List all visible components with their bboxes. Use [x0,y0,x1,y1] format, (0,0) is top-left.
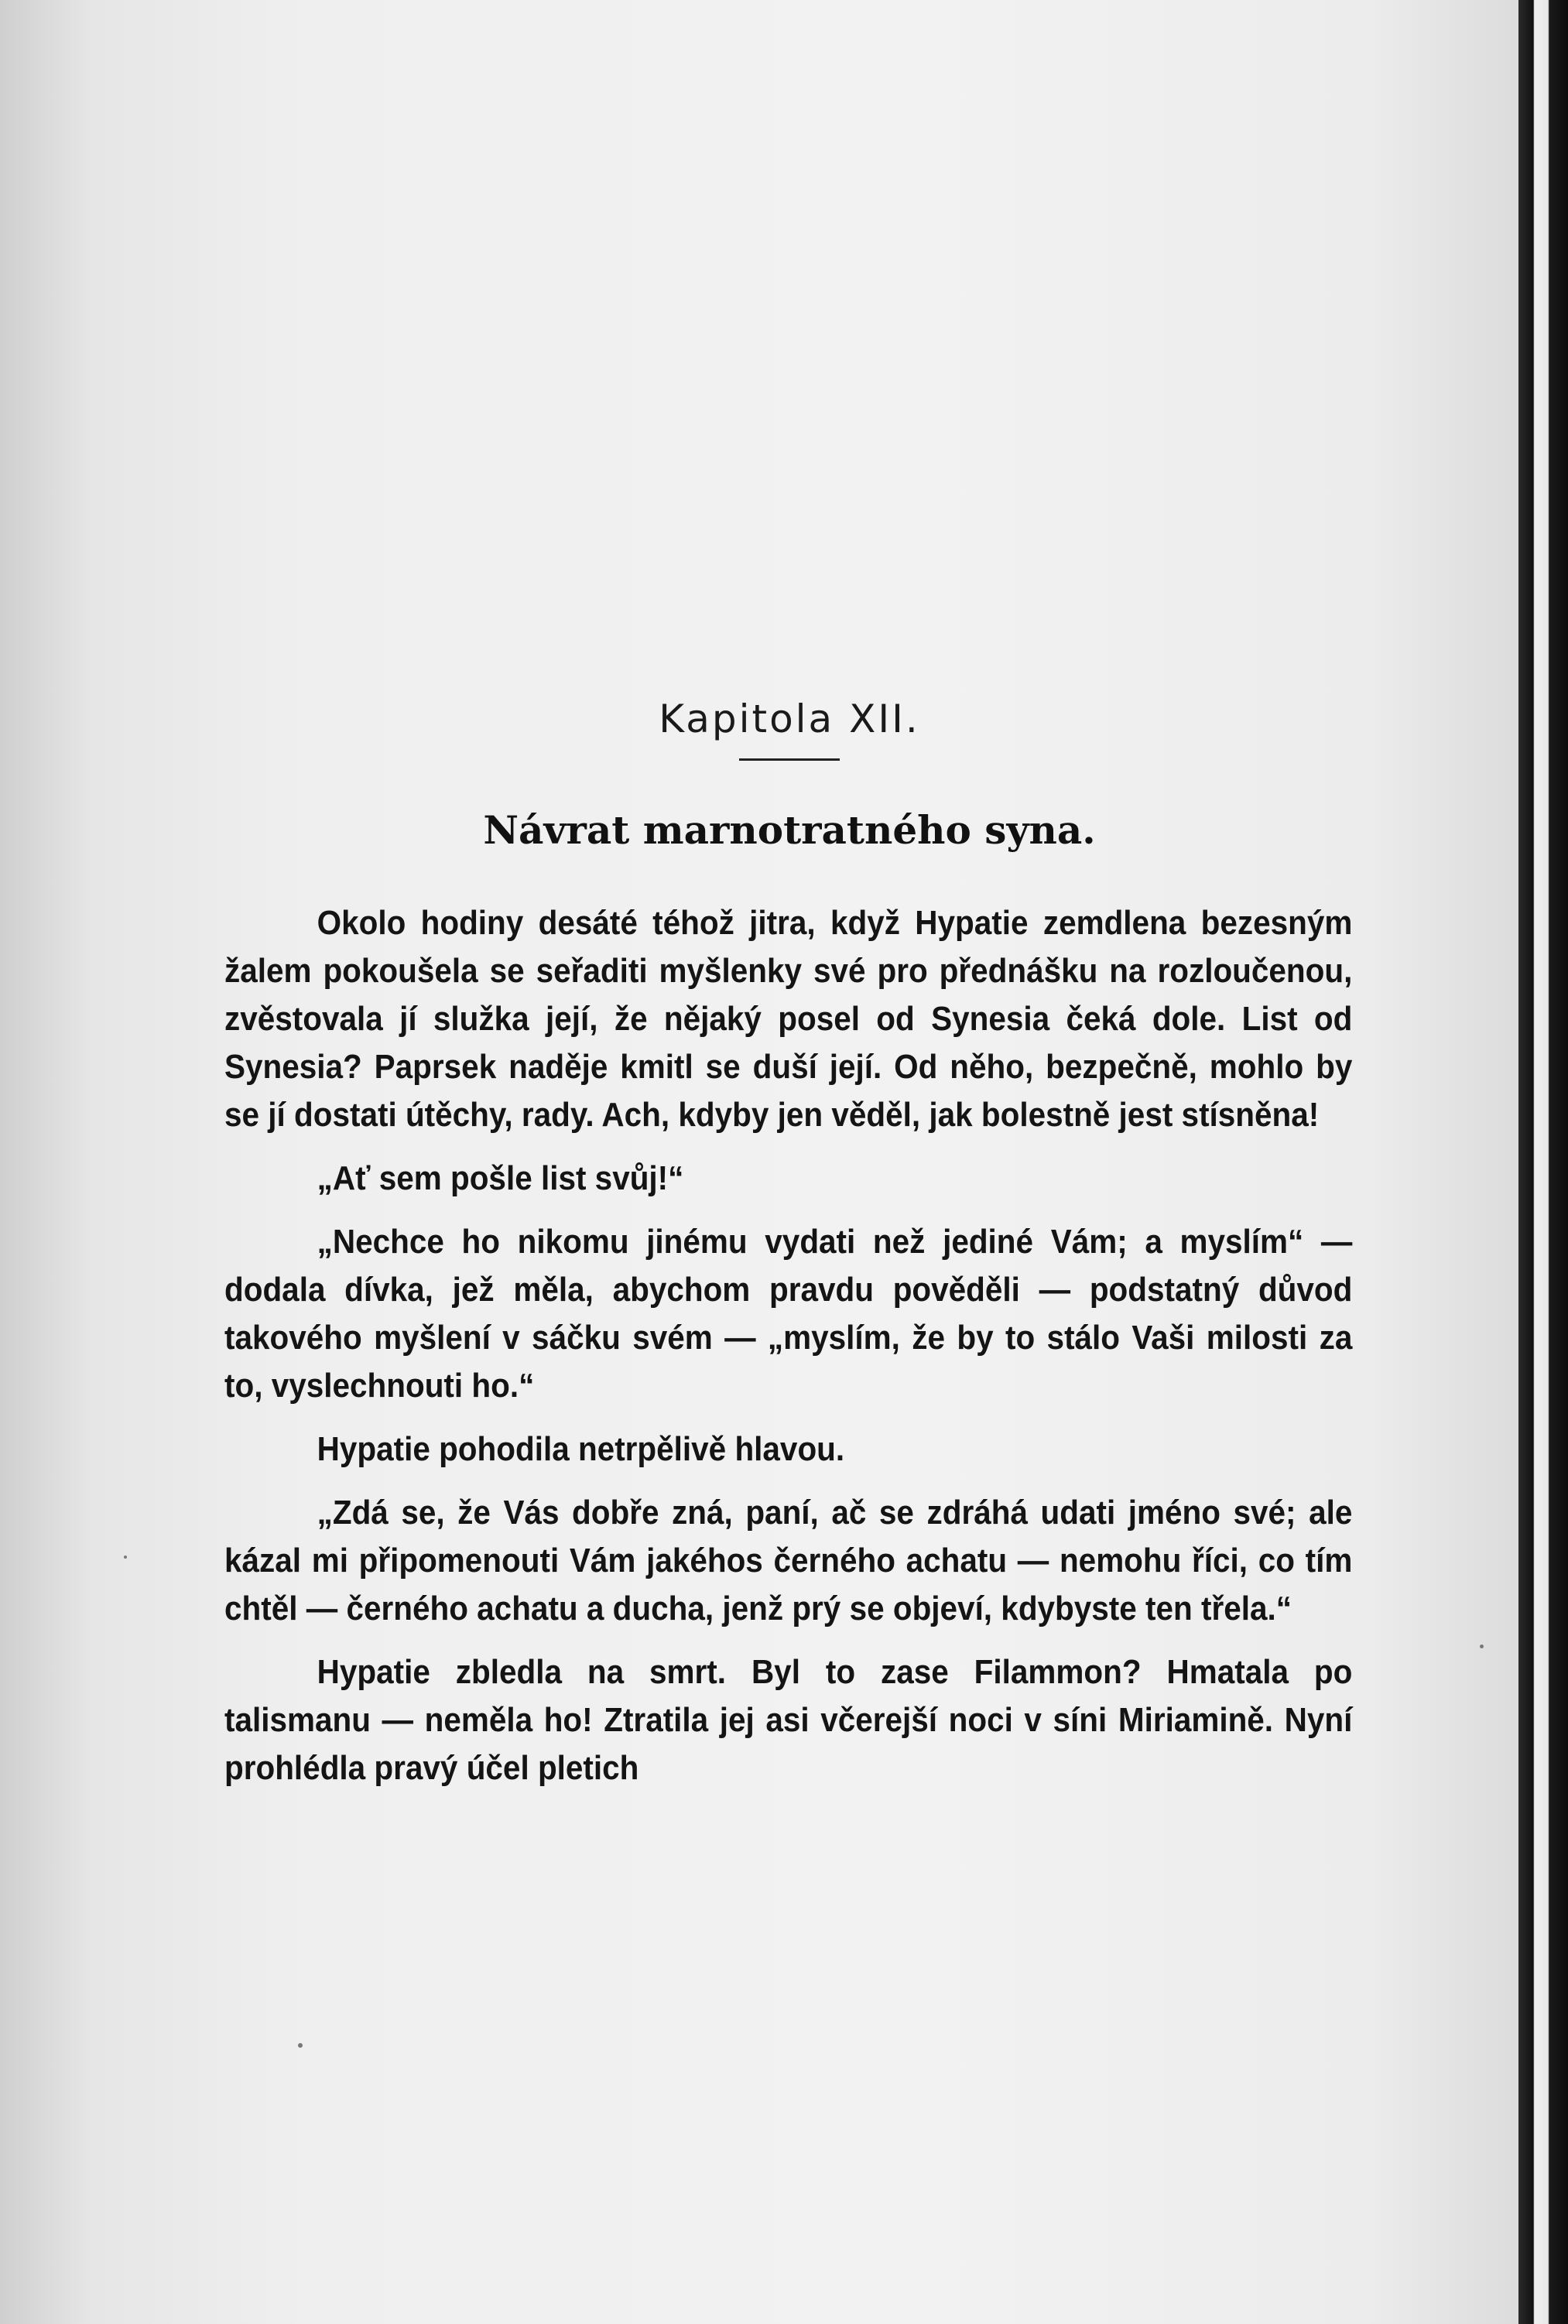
paragraph: „Ať sem pošle list svůj!“ [317,1159,684,1197]
paragraph: „Zdá se, že Vás dobře zná, paní, ač se zdráhá udati jméno své; ale kázal mi připomenouti Vám jakéhos černého achatu — nemohu říci, co tím chtěl — černého achatu a ducha, jenž prý se objeví, kdybyste ten třela.“ [224,1494,1353,1627]
page-content [224,697,1354,1808]
paragraph: Okolo hodiny desáté téhož jitra, když Hypatie zemdlena bezesným žalem pokoušela se seřaditi myšlenky své pro přednášku na rozloučenou, zvěstovala jí služka její, že nějaký posel od Synesia čeká dole. List od Synesia? Paprsek naděje kmitl se duší její. Od něho, bezpečně, mohlo by se jí dostati útěchy, rady. Ach, kdyby jen věděl, jak bolestně jest stísněna! [224,904,1353,1134]
paper-speck [298,2043,303,2048]
paper-speck [1480,1645,1484,1648]
paragraph: Hypatie zbledla na smrt. Byl to zase Filammon? Hmatala po talismanu — neměla ho! Ztratila jej asi včerejší noci v síni Miriamině. Nyní prohlédla pravý účel pletich [224,1653,1353,1787]
heading-divider [739,758,840,761]
paragraph: Hypatie pohodila netrpělivě hlavou. [317,1430,845,1468]
chapter-title: Návrat marnotratného syna. [483,807,1096,853]
book-spine-edge [1518,0,1568,2324]
paragraph: „Nechce ho nikomu jinému vydati než jediné Vám; a myslím“ — dodala dívka, jež měla, abychom pravdu pověděli — podstatný důvod takového myšlení v sáčku svém — „myslím, že by to stálo Vaši milosti za to, vyslechnouti ho.“ [224,1223,1353,1405]
chapter-heading: Kapitola XII. [659,697,920,741]
body-text [224,899,1354,1792]
paper-speck [124,1556,127,1559]
